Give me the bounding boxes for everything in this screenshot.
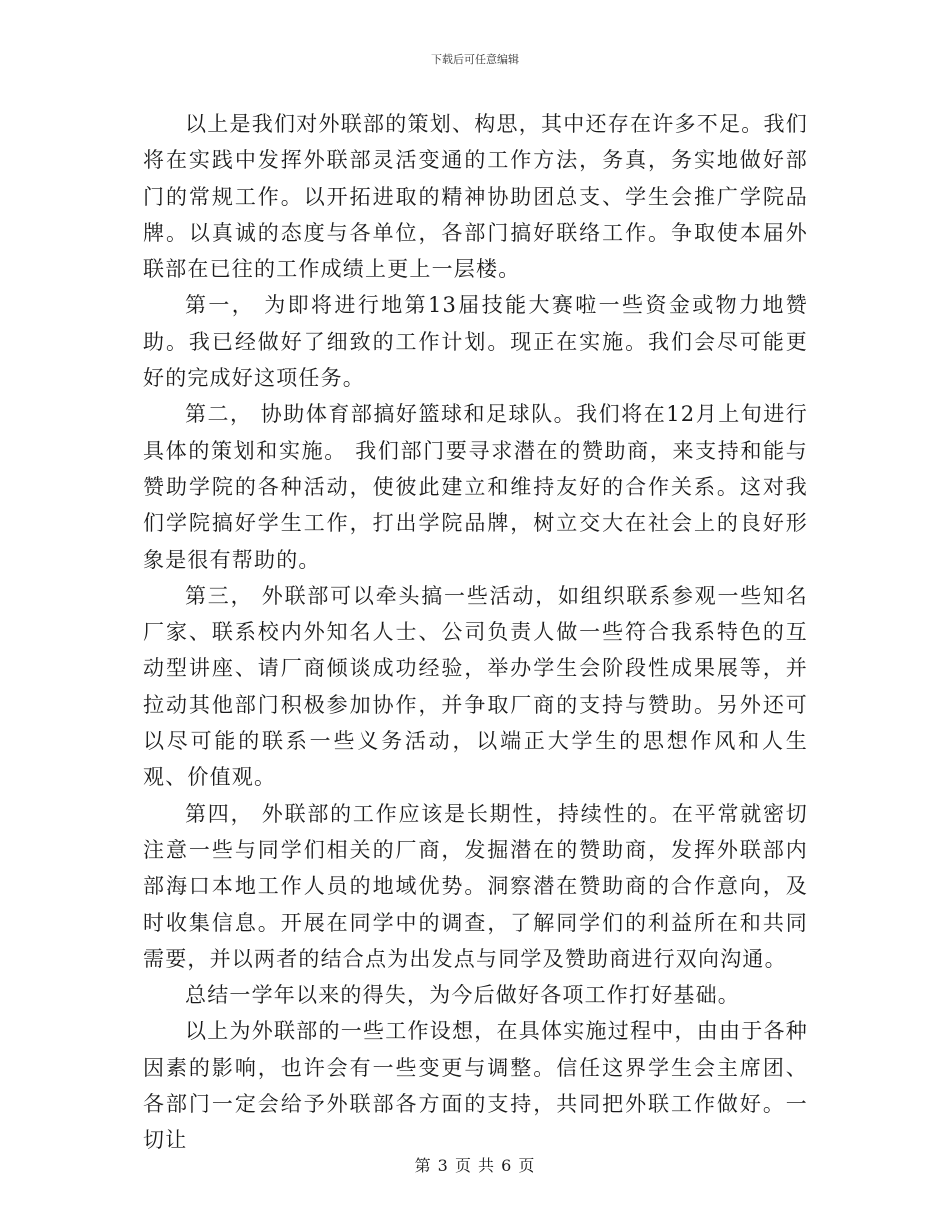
document-body xyxy=(143,106,808,1159)
page-header: 下载后可任意编辑 xyxy=(431,53,519,66)
page-number-footer: 第 3 页 共 6 页 xyxy=(414,1156,536,1175)
paragraph-fourth: 第四， 外联部的工作应该是长期性，持续性的。在平常就密切注意一些与同学们相关的厂商，发掘潜在的赞助商，发挥外联部内部海口本地工作人员的地域优势。洞察潜在赞助商的合作意向，及时收集信息。开展在同学中的调查，了解同学们的利益所在和共同需要，并以两者的结合点为出发点与同学及赞助商进行双向沟通。 xyxy=(143,801,808,971)
paragraph-intro: 以上是我们对外联部的策划、构思，其中还存在许多不足。我们将在实践中发挥外联部灵活变通的工作方法，务真，务实地做好部门的常规工作。以开拓进取的精神协助团总支、学生会推广学院品牌。以真诚的态度与各单位，各部门搞好联络工作。争取使本届外联部在已往的工作成绩上更上一层楼。 xyxy=(143,112,808,282)
paragraph-first: 第一， 为即将进行地第13届技能大赛啦一些资金或物力地赞助。我已经做好了细致的工作计划。现正在实施。我们会尽可能更好的完成好这项任务。 xyxy=(143,293,808,391)
paragraph-closing: 以上为外联部的一些工作设想，在具体实施过程中，由由于各种因素的影响，也许会有一些变更与调整。信任这界学生会主席团、各部门一定会给予外联部各方面的支持，共同把外联工作做好。一切让 xyxy=(143,1019,808,1153)
paragraph-second: 第二， 协助体育部搞好篮球和足球队。我们将在12月上旬进行具体的策划和实施。 我们部门要寻求潜在的赞助商，来支持和能与赞助学院的各种活动，使彼此建立和维持友好的合作关系。这对我们学院搞好学生工作，打出学院品牌，树立交大在社会上的良好形象是很有帮助的。 xyxy=(143,402,808,572)
paragraph-summary: 总结一学年以来的得失，为今后做好各项工作打好基础。 xyxy=(185,983,740,1008)
paragraph-third: 第三， 外联部可以牵头搞一些活动，如组织联系参观一些知名厂家、联系校内外知名人士、公司负责人做一些符合我系特色的互动型讲座、请厂商倾谈成功经验，举办学生会阶段性成果展等，并拉动其他部门积极参加协作，并争取厂商的支持与赞助。另外还可以尽可能的联系一些义务活动，以端正大学生的思想作风和人生观、价值观。 xyxy=(143,583,808,790)
